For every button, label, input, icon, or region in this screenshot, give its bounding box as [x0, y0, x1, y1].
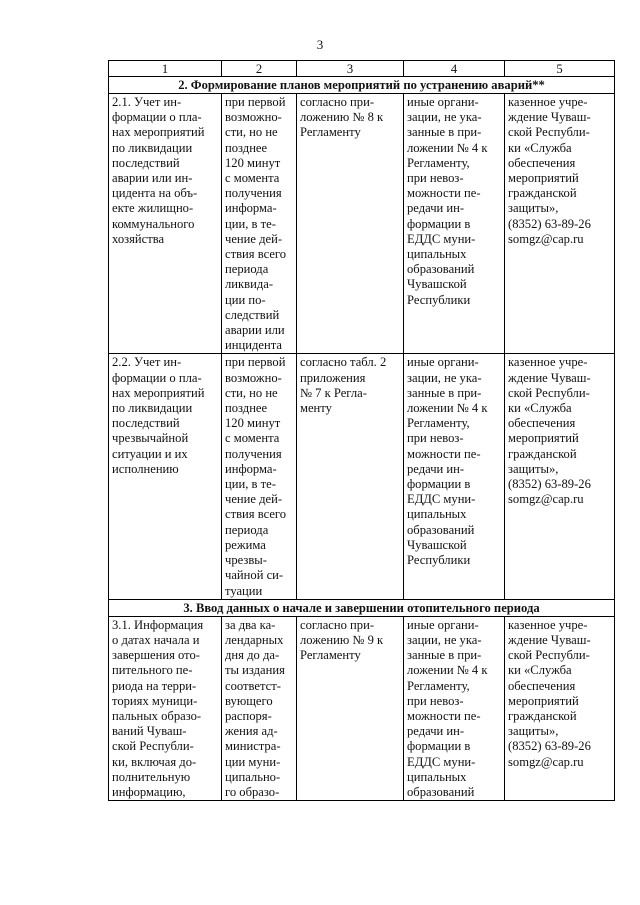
recipient-cell: казенное учре- ждение Чуваш- ской Республи- ки «Служба обеспечения мероприятий гражданской защиты», (8352) 63-89-26 somgz@cap.ru	[505, 94, 615, 354]
column-number-3: 3	[297, 61, 404, 77]
table-row	[109, 94, 615, 354]
page-number: 3	[316, 37, 324, 52]
table-row	[109, 616, 615, 800]
deadline-cell: при первой возможно- сти, но не позднее 120 минут с момента получения информа- ции, в те- чение дей- ствия всего периода режима чрезвы- чайной си- туации	[222, 354, 297, 599]
column-number-4: 4	[404, 61, 505, 77]
table-row	[109, 354, 615, 599]
section-heading-row	[109, 599, 615, 616]
form-cell: согласно табл. 2 приложения № 7 к Регла- менту	[297, 354, 404, 599]
form-cell: согласно при- ложению № 9 к Регламенту	[297, 616, 404, 800]
recipient-cell: казенное учре- ждение Чуваш- ской Республи- ки «Служба обеспечения мероприятий гражданской защиты», (8352) 63-89-26 somgz@cap.ru	[505, 616, 615, 800]
activity-cell: 2.1. Учет ин- формации о пла- нах мероприятий по ликвидации последствий аварии или ин- цидента на объ- екте жилищно- коммунального хозяйства	[109, 94, 222, 354]
activity-cell: 2.2. Учет ин- формации о пла- нах мероприятий по ликвидации последствий чрезвычайной ситуации и их исполнению	[109, 354, 222, 599]
column-number-5: 5	[505, 61, 615, 77]
procedures-table	[108, 60, 615, 801]
section-heading: 2. Формирование планов мероприятий по устранению аварий**	[109, 77, 615, 94]
column-number-2: 2	[222, 61, 297, 77]
column-number-1: 1	[109, 61, 222, 77]
section-heading-row	[109, 77, 615, 94]
recipient-cell: казенное учре- ждение Чуваш- ской Республи- ки «Служба обеспечения мероприятий гражданской защиты», (8352) 63-89-26 somgz@cap.ru	[505, 354, 615, 599]
deadline-cell: при первой возможно- сти, но не позднее 120 минут с момента получения информа- ции, в те- чение дей- ствия всего периода ликвида- ции по- следствий аварии или инцидента	[222, 94, 297, 354]
activity-cell: 3.1. Информация о датах начала и завершения ото- пительного пе- риода на терри- ториях муници- пальных образо- ваний Чуваш- ской Республи- ки, включая до- полнительную информацию,	[109, 616, 222, 800]
source-cell: иные органи- зации, не ука- занные в при- ложении № 4 к Регламенту, при невоз- можности пе- редачи ин- формации в ЕДДС муни- ципальных образований	[404, 616, 505, 800]
column-number-row	[109, 61, 615, 77]
section-heading: 3. Ввод данных о начале и завершении отопительного периода	[109, 599, 615, 616]
deadline-cell: за два ка- лендарных дня до да- ты издания соответст- вующего распоря- жения ад- министра- ции муни- ципально- го образо-	[222, 616, 297, 800]
source-cell: иные органи- зации, не ука- занные в при- ложении № 4 к Регламенту, при невоз- можности пе- редачи ин- формации в ЕДДС муни- ципальных образований Чувашской Республики	[404, 354, 505, 599]
form-cell: согласно при- ложению № 8 к Регламенту	[297, 94, 404, 354]
source-cell: иные органи- зации, не ука- занные в при- ложении № 4 к Регламенту, при невоз- можности пе- редачи ин- формации в ЕДДС муни- ципальных образований Чувашской Республики	[404, 94, 505, 354]
